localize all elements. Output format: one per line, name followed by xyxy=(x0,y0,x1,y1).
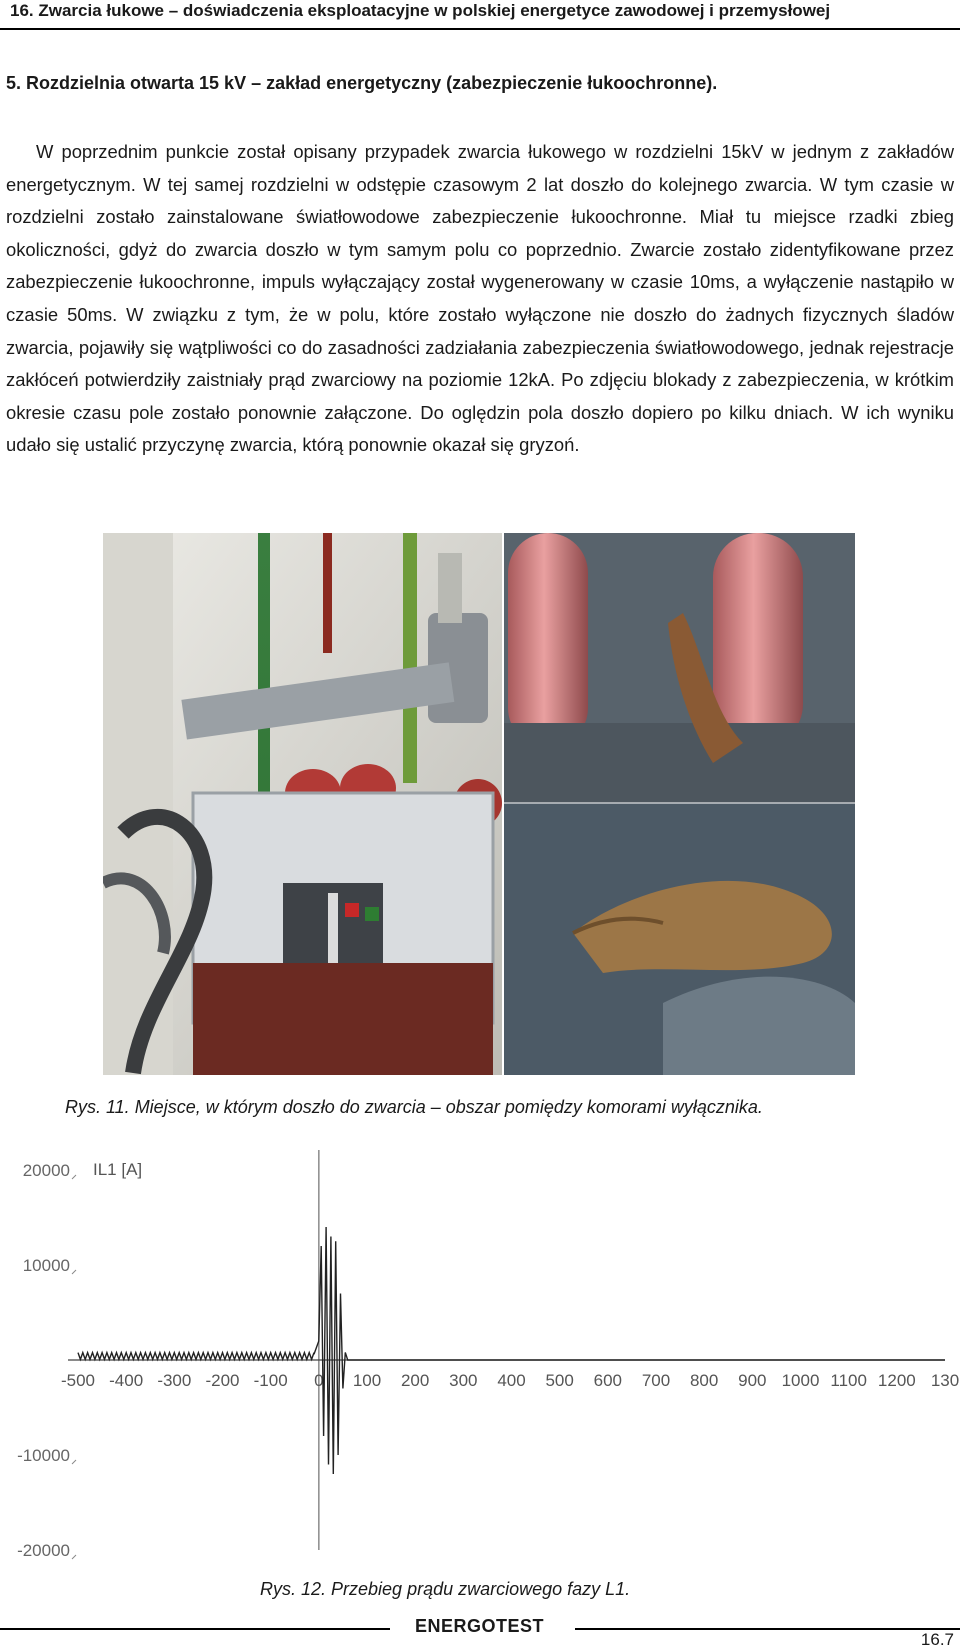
y-tick-label: -10000 xyxy=(17,1446,70,1465)
y-tick-label: 10000 xyxy=(22,1256,70,1275)
y-tick-mark xyxy=(72,1460,76,1464)
x-tick-label: 400 xyxy=(497,1371,526,1390)
section-title: 5. Rozdzielnia otwarta 15 kV – zakład energetyczny (zabezpieczenie łukoochronne). xyxy=(6,73,718,93)
x-tick-label: 700 xyxy=(641,1371,671,1390)
x-tick-label: -200 xyxy=(205,1371,240,1390)
x-tick-label: 800 xyxy=(689,1371,719,1390)
y-tick-label: -20000 xyxy=(17,1541,70,1560)
x-tick-label: 900 xyxy=(738,1371,767,1390)
y-tick-mark xyxy=(72,1175,76,1179)
x-tick-label: -300 xyxy=(157,1371,192,1390)
x-tick-label: 200 xyxy=(400,1371,430,1390)
body-paragraph-text: W poprzednim punkcie został opisany przypadek zwarcia łukowego w rozdzielni 15kV w jednym z zakładów energetycznym. W tej samej rozdzielni w odstępie czasowym 2 lat doszło do kolejnego zwarcia. W tym czasie w rozdzielni zostało zainstalowane światłowodowe zabezpieczenie łukoochronne. Miał tu miejsce rzadki zbieg okoliczności, gdyż do zwarcia doszło w tym samym polu co poprzednio. Zwarcie zostało zidentyfikowane przez zabezpieczenie łukoochronne, impuls wyłączający został wygenerowany w czasie 10ms, a wyłączenie nastąpiło w czasie 50ms. W związku z tym, że w polu, które zostało wyłączone nie doszło do żadnych fizycznych śladów zwarcia, pojawiły się wątpliwości co do zasadności zadziałania zabezpieczenia światłowodowego, jednak rejestracje zakłóceń potwierdziły zaistniały prąd zwarciowy na poziomie 12kA. Po zdjęciu blokady z zabezpieczenia, w krótkim okresie czasu pole zostało ponownie załączone. Do oględzin pola doszło dopiero po kilku dniach. W ich wyniku udało się ustalić przyczynę zwarcia, którą ponownie okazał się gryzoń. xyxy=(6,141,954,456)
x-tick-label: -400 xyxy=(109,1371,144,1390)
footer-rule-left xyxy=(0,1628,390,1630)
x-tick-label: -100 xyxy=(253,1371,288,1390)
x-tick-label: 130 xyxy=(930,1371,960,1390)
x-tick-label: 300 xyxy=(449,1371,478,1390)
y-axis-label: IL1 [A] xyxy=(93,1160,143,1179)
y-tick-label: 20000 xyxy=(22,1161,70,1180)
x-tick-label: 0 xyxy=(314,1371,324,1390)
x-tick-label: 100 xyxy=(352,1371,382,1390)
figure-12-caption: Rys. 12. Przebieg prądu zwarciowego fazy L1. xyxy=(260,1579,631,1599)
footer-rule-right xyxy=(575,1628,960,1630)
y-tick-mark xyxy=(72,1555,76,1559)
running-header: 16. Zwarcia łukowe – doświadczenia eksploatacyjne w polskiej energetyce zawodowej i przemysłowej xyxy=(0,0,960,30)
figure-11-caption: Rys. 11. Miejsce, w którym doszło do zwarcia – obszar pomiędzy komorami wyłącznika. xyxy=(65,1097,763,1117)
x-tick-label: 1200 xyxy=(877,1371,916,1390)
series-line-il1 xyxy=(78,1227,945,1474)
x-tick-label: 1100 xyxy=(830,1371,867,1390)
x-tick-label: 500 xyxy=(545,1371,574,1390)
x-tick-label: -500 xyxy=(60,1371,96,1390)
body-paragraph xyxy=(6,136,954,462)
figure-12-chart xyxy=(0,1150,960,1560)
y-tick-mark xyxy=(72,1270,76,1274)
x-tick-label: 600 xyxy=(593,1371,623,1390)
footer-brand: ENERGOTEST xyxy=(415,1616,545,1636)
x-tick-label: 1000 xyxy=(781,1371,820,1390)
figure-11-photo xyxy=(103,533,855,1075)
page-number: 16.7 xyxy=(920,1630,954,1649)
